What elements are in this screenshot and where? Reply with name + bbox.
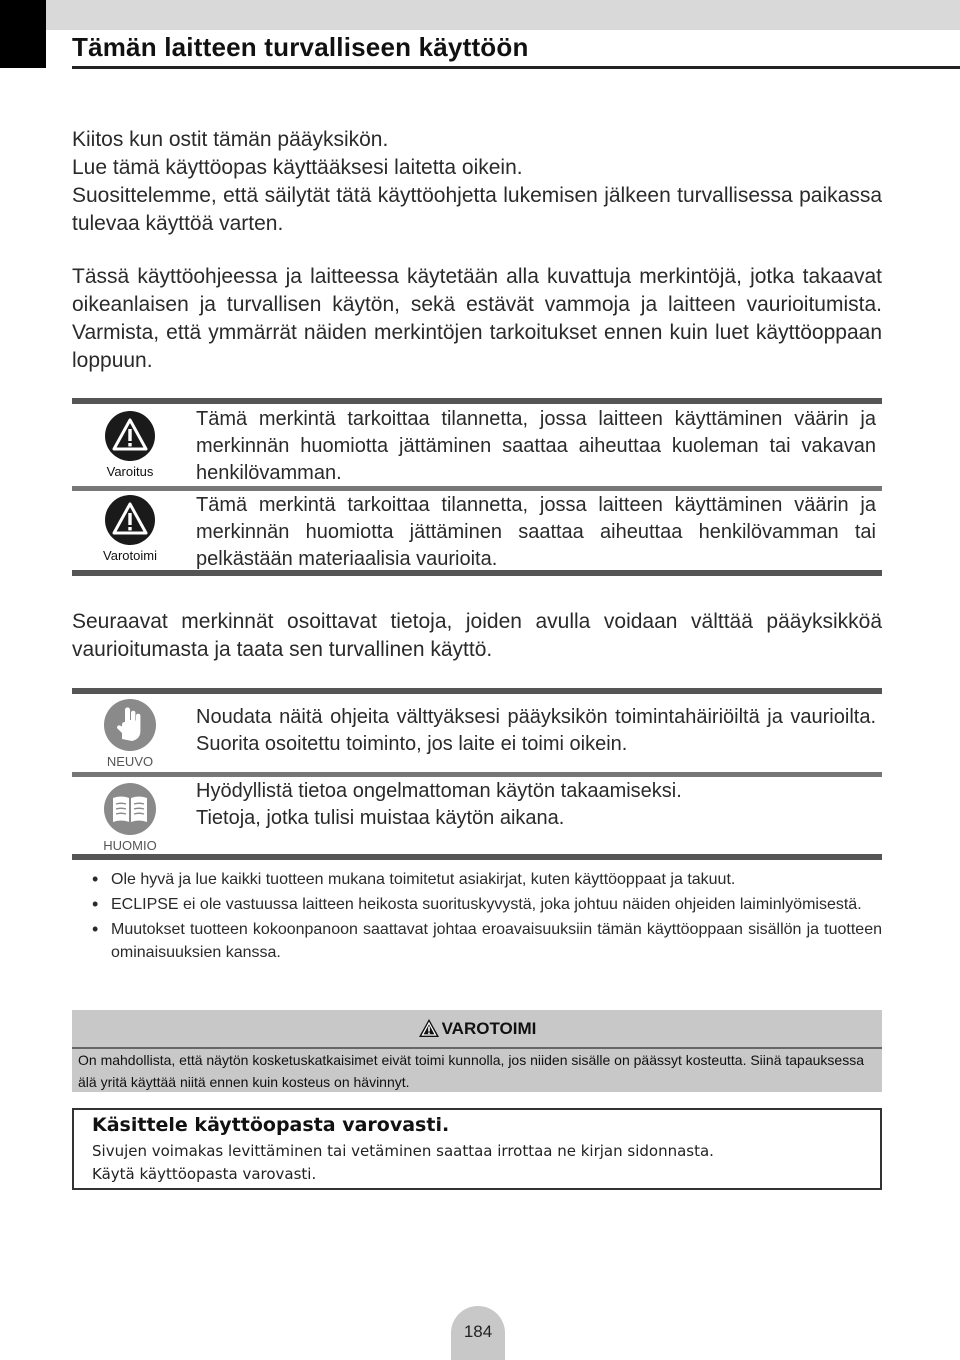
symbol-text-neuvo: Noudata näitä ohjeita välttyäksesi pääyksikön toimintahäiriöiltä ja vaurioilta. Suorita osoitettu toiminto, jos laite ei toimi oikein. [196, 706, 876, 755]
symbols-intro-text: Tässä käyttöohjeessa ja laitteessa käytetään alla kuvattuja merkintöjä, jotka takaavat oikeanlaisen ja turvallisen käytön, sekä estävät vammoja ja laitteen vaurioitumista. Varmista, että ymmärrät näiden merkintöjen tarkoitukset ennen kuin luet käyttöoppaan loppuun. [72, 265, 882, 372]
info-rule-bottom [72, 854, 882, 860]
list-item: • Ole hyvä ja lue kaikki tuotteen mukana toimitetut asiakirjat, kuten käyttöoppaat ja takuut. [92, 868, 882, 891]
symbol-label-warning: Varoitus [106, 464, 154, 479]
symbol-text-huomio [196, 778, 876, 832]
caution-box [72, 1010, 882, 1092]
info-symbols-table [72, 688, 882, 864]
intro-line-3: Suosittelemme, että säilytät tätä käyttöohjetta lukemisen jälkeen turvallisessa paikassa tulevaa käyttöä varten. [72, 184, 882, 235]
info-intro-paragraph [72, 608, 882, 664]
intro-line-1: Kiitos kun ostit tämän pääyksikön. [72, 128, 389, 151]
warning-symbols-table [72, 398, 882, 578]
page-number: 184 [463, 1322, 493, 1341]
symbol-row-caution [72, 492, 882, 572]
book-icon [72, 782, 188, 841]
header-band [46, 0, 960, 30]
huomio-line-1: Hyödyllistä tietoa ongelmattoman käytön takaamiseksi. [196, 780, 682, 802]
table-rule-middle [72, 486, 882, 491]
symbol-label-caution: Varotoimi [103, 548, 157, 563]
table-rule-top [72, 398, 882, 404]
hand-icon [72, 698, 188, 757]
symbol-label-huomio: HUOMIO [103, 838, 157, 853]
info-rule-top [72, 688, 882, 694]
handle-manual-box [72, 1108, 882, 1190]
info-rule-middle [72, 772, 882, 777]
title-rule [72, 66, 960, 69]
intro-line-2: Lue tämä käyttöopas käyttääksesi laitetta oikein. [72, 156, 523, 179]
symbol-text-caution: Tämä merkintä tarkoittaa tilannetta, jossa laitteen käyttäminen väärin ja merkinnän huomiotta jättäminen saattaa aiheuttaa henkilövamman tai pelkästään materiaalisia vaurioita. [196, 494, 876, 570]
handle-box-line-2: Käytä käyttöopasta varovasti. [92, 1165, 317, 1183]
caution-triangle-icon [72, 494, 188, 551]
handle-box-title: Käsittele käyttöopasta varovasti. [92, 1114, 450, 1136]
symbol-row-neuvo [72, 696, 882, 772]
huomio-line-2: Tietoja, jotka tulisi muistaa käytön aikana. [196, 807, 565, 829]
notes-list [92, 868, 882, 966]
handle-box-line-1: Sivujen voimakas levittäminen tai vetäminen saattaa irrottaa ne kirjan sidonnasta. [92, 1142, 714, 1160]
warning-triangle-icon [72, 410, 188, 467]
info-intro-text: Seuraavat merkinnät osoittavat tietoja, joiden avulla voidaan välttää pääyksikköä vaurioitumasta ja taata sen turvallinen käyttö. [72, 610, 882, 661]
symbol-label-neuvo: NEUVO [106, 754, 154, 769]
black-corner-tab [0, 0, 46, 68]
page-title: Tämän laitteen turvalliseen käyttöön [72, 32, 529, 62]
table-rule-bottom [72, 570, 882, 576]
list-item: • Muutokset tuotteen kokoonpanoon saattavat johtaa eroavaisuuksiin tämän käyttöoppaan sisällön ja tuotteen ominaisuuksien kanssa. [92, 918, 882, 964]
caution-heading [72, 1018, 882, 1039]
intro-paragraph [72, 126, 882, 238]
symbol-row-warning [72, 406, 882, 486]
page-number-tab [451, 1306, 505, 1360]
symbol-text-warning: Tämä merkintä tarkoittaa tilannetta, jossa laitteen käyttäminen väärin ja merkinnän huomiotta jättäminen saattaa aiheuttaa kuoleman tai vakavan henkilövamman. [196, 408, 876, 484]
caution-heading-icon [418, 1018, 440, 1038]
caution-text: On mahdollista, että näytön kosketuskatkaisimet eivät toimi kunnolla, jos niiden sisälle on päässyt kosteutta. Siinä tapauksessa älä yritä käyttää niitä ennen kuin kosteus on hävinnyt. [78, 1052, 864, 1090]
caution-heading-text: VAROTOIMI [441, 1019, 537, 1038]
symbol-row-huomio [72, 778, 882, 854]
symbols-intro-paragraph [72, 263, 882, 375]
list-item: • ECLIPSE ei ole vastuussa laitteen heikosta suorituskyvystä, joka johtuu näiden ohjeiden laiminlyömisestä. [92, 893, 882, 916]
